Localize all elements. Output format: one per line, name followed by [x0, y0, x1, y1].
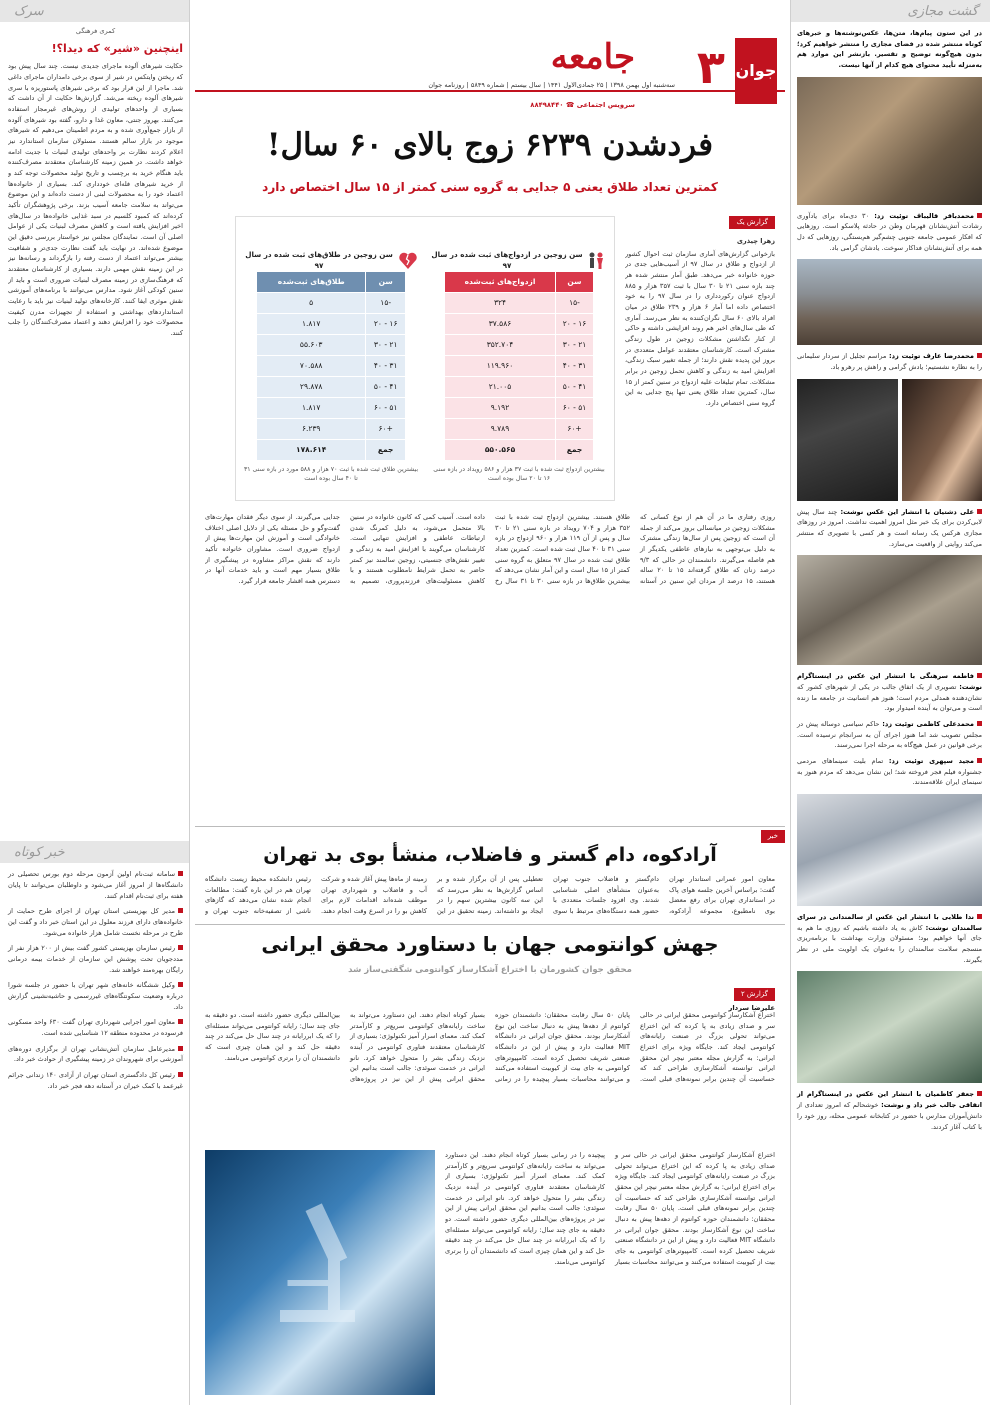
main-column	[195, 0, 785, 1405]
page-number: ۳	[696, 40, 725, 94]
list-item: محمدعلی کاظمی توئیت زد: حاکم سیاسی دوساله پیش در مجلس تصویب شد اما هنوز اجرای آن به سرانجام نرسیده است. برخی قوانین در عمل هیچ‌گاه به مرحله اجرا نمی‌رسند.	[797, 720, 982, 750]
brief-item: مدیرعامل سازمان آتش‌نشانی تهران از برگزاری دوره‌های آموزشی برای شهروندان در زمینه پیشگیری از حوادث خبر داد.	[8, 1044, 183, 1064]
table-cell-age: ۵۱ - ۶۰	[366, 398, 406, 419]
table-row	[445, 398, 594, 419]
table-cell-age: ۱۶ - ۲۰	[555, 314, 593, 335]
left-column	[0, 0, 190, 1405]
table-cell-value: ۲۹.۸۷۸	[257, 377, 366, 398]
right-column	[790, 0, 990, 1405]
photo-aid-distribution	[797, 555, 982, 665]
divorce-panel	[242, 249, 420, 494]
story2-tag: خبر	[761, 830, 785, 843]
table-row-total	[257, 440, 406, 461]
lead-body-text: بازخوانی گزارش‌های آماری سازمان ثبت احوال کشور از ازدواج و طلاق در سال ۹۷ از آسیب‌هایی جدی در حوزه خانواده خبر می‌دهد. طبق آمار منتشر شده هر چند بازه سنی ۲۱ تا ۳۰ سال با ثبت ۳۵۷ هزار و ۸۸۵ ازدواج عنوان رکوردداری را در سال ۹۷ را به خود اختصاص داده اما آمار ۶ هزار و ۲۳۹ طلاق در میان افراد بالای ۶۰ سال نگران‌کننده به نظر می‌رسد. آماری که طی سال‌های اخیر هم روند افزایشی داشته و حاکی از کنار نگذاشتن مشکلات زوجین در طول زندگی مشترک است. کارشناسان معتقدند عوامل متعددی در بروز این پدیده نقش دارند؛ از جمله تغییر سبک زندگی، افزایش امید به زندگی و کاهش تحمل زوجین در برابر مشکلات. تمام تبلیغات علیه ازدواج در سنین کمتر از ۱۵ سال، کمترین تعداد طلاق یعنی تنها پنج جدایی به این گروه سنی اختصاص دارد.	[625, 249, 775, 408]
story3-body-text: اختراع آشکارساز کوانتومی محقق ایرانی در حالی سر و صدای زیادی به پا کرده که این اختراع می‌تواند تحولی بزرگ در صنعت رایانه‌های کوانتومی ایجاد کند. جایگاه ویژه برای اختراع ایرانی: به گزارش مجله معتبر نیچر این محقق ایرانی توانسته آشکارسازی طراحی کند که حساسیت آن چندین برابر نمونه‌های قبلی است. پایان ۵۰ سال رقابت محققان: دانشمندان حوزه کوانتوم از دهه‌ها پیش به دنبال ساخت این نوع آشکارساز بودند. محقق جوان ایرانی در دانشگاه MIT فعالیت دارد و پیش از این در دانشگاه صنعتی شریف تحصیل کرده است. کامپیوترهای کوانتومی به جای بیت از کیوبیت استفاده می‌کنند و می‌توانند محاسبات بسیار پیچیده را در زمانی بسیار کوتاه انجام دهند. این دستاورد می‌تواند به ساخت رایانه‌های کوانتومی سریع‌تر و کارآمدتر کمک کند. معمای اسرار آمیز تکنولوژی: بسیاری از کارشناسان معتقدند فناوری کوانتومی در آینده نزدیک زندگی بشر را متحول خواهد کرد. نانو ایرانی در خدمت سوئدی: جالب است بدانیم این محقق ایرانی پیش از این نیز در پروژه‌های بین‌المللی دیگری حضور داشته است. دو دقیقه به جای چند سال: رایانه کوانتومی می‌تواند مسئله‌ای را که یک ابررایانه در چند سال حل می‌کند در چند دقیقه حل کند و این همان چیزی است که دانشمندان آن را برتری کوانتومی می‌نامند.	[445, 1151, 775, 1266]
story3-body-text: اختراع آشکارساز کوانتومی محقق ایرانی در حالی سر و صدای زیادی به پا کرده که این اختراع می‌تواند تحولی بزرگ در صنعت رایانه‌های کوانتومی ایجاد کند. جایگاه ویژه برای اختراع ایرانی: به گزارش مجله معتبر نیچر این محقق ایرانی توانسته آشکارسازی طراحی کند که حساسیت آن چندین برابر نمونه‌های قبلی است. پایان ۵۰ سال رقابت محققان: دانشمندان حوزه کوانتوم از دهه‌ها پیش به دنبال ساخت این نوع آشکارساز بودند. محقق جوان ایرانی در دانشگاه MIT فعالیت دارد و پیش از این در دانشگاه صنعتی شریف تحصیل کرده است. کامپیوترهای کوانتومی به جای بیت از کیوبیت استفاده می‌کنند و می‌توانند محاسبات بسیار پیچیده را در زمانی بسیار کوتاه انجام دهند. این دستاورد می‌تواند به ساخت رایانه‌های کوانتومی سریع‌تر و کارآمدتر کمک کند. معمای اسرار آمیز تکنولوژی: بسیاری از کارشناسان معتقدند فناوری کوانتومی در آینده نزدیک زندگی بشر را متحول خواهد کرد. نانو ایرانی در خدمت سوئدی: جالب است بدانیم این محقق ایرانی پیش از این نیز در پروژه‌های بین‌المللی دیگری حضور داشته است. دو دقیقه به جای چند سال: رایانه کوانتومی می‌تواند مسئله‌ای را که یک ابررایانه در چند سال حل می‌کند در چند دقیقه حل کند و این همان چیزی است که دانشمندان آن را برتری کوانتومی می‌نامند.	[205, 1011, 775, 1084]
table-row	[445, 377, 594, 398]
list-item: مجید سپهری توئیت زد: تمام بلیت سینماهای مردمی جشنواره فیلم فجر فروخته شد؛ این نشان می‌دهد که مردم هنوز به سینمای ایران علاقه‌مندند.	[797, 757, 982, 787]
brief-list	[8, 869, 183, 1091]
couple-icon	[586, 251, 606, 271]
broken-heart-icon	[398, 251, 418, 271]
photo-portrait	[902, 379, 982, 501]
divider	[195, 924, 785, 925]
photo-elderly-home	[797, 794, 982, 906]
marriage-panel-title: سن زوجین در ازدواج‌های ثبت شده در سال ۹۷	[431, 250, 583, 270]
lead-body-col1	[625, 216, 775, 506]
intro-text: در این ستون پیام‌ها، متن‌ها، عکس‌نوشته‌ها و خبرهای کوتاه منتشر شده در فضای مجازی را منتشر خواهیم کرد؛ بدون هیچ‌گونه توضیح و تفسیر. بازنشر این موارد هم به‌منزله تأیید محتوای هیچ کدام از آنها نیست.	[797, 29, 982, 70]
story3-body	[205, 1010, 775, 1140]
service-line: سرویس اجتماعی ☎ ۸۸۴۹۸۴۴۰	[530, 101, 635, 109]
list-item: جعفر کاظمیان با انتشار این عکس در اینستاگرام از اتفاقی جالب خبر داد و نوشت: خوشحالم که امروز تعدادی از دانش‌آموزان مدارس با حضور در کتابخانه عمومی محله، روز خود را با کتاب آغاز کردند.	[797, 1090, 982, 1131]
brief-item: معاون امور اجرایی شهرداری تهران گفت ۶۳۰ واحد مسکونی فرسوده در محدوده منطقه ۱۲ شناسایی شده است.	[8, 1018, 183, 1037]
table-cell-age: ۴۱ - ۵۰	[555, 377, 593, 398]
table-cell-value: ۵۵.۶۰۳	[257, 335, 366, 356]
report-tag-row	[625, 216, 775, 236]
table-cell-age: ۴۱ - ۵۰	[366, 377, 406, 398]
column-title: اینچنین «شیر» که دیدا؟!	[51, 42, 183, 56]
table-row	[257, 419, 406, 440]
table-cell-value: ۳۷.۵۸۶	[445, 314, 556, 335]
masthead	[195, 0, 785, 92]
table-row	[257, 398, 406, 419]
photo-memorial-banner	[797, 259, 982, 345]
infographic	[235, 216, 615, 501]
lead-headline: فردشدن ۶۲۳۹ زوج بالای ۶۰ سال!	[266, 127, 714, 163]
lead-body-rest	[205, 512, 775, 817]
brief-item: سامانه ثبت‌نام اولین آزمون مرحله دوم بورس تحصیلی در دانشگاه‌ها از امروز آغاز می‌شود و داوطلبان می‌توانند تا پایان هفته برای ثبت‌نام اقدام کنند.	[8, 870, 183, 900]
table-cell-age: -۱۵	[366, 293, 406, 314]
section-header-peek	[0, 0, 189, 22]
photo-news-collage	[797, 379, 898, 501]
table-row	[445, 314, 594, 335]
table-cell-age: ۱۶ - ۲۰	[366, 314, 406, 335]
brief-item: وکیل ششگانه خانه‌های شهر تهران با حضور در جلسه شورا درباره وضعیت سکونتگاه‌های غیررسمی و حاشیه‌نشینی گزارش داد.	[8, 981, 183, 1011]
table-row	[257, 314, 406, 335]
table-cell-age: ۳۱ - ۴۰	[366, 356, 406, 377]
column-body: حکایت شیرهای آلوده ماجرای جدیدی نیست. چند سال پیش بود که ریختن وایتکس در شیر از سوی برخی دامداران ماجرای داغی شد. ماجرا از این قرار بود که برخی شیرهای پاستوریزه با سری شیرهای آلوده ریخته می‌شد. گزارش‌ها حکایت از آن داشت که بسیاری از واحدهای تولیدی از روش‌های غیرمجاز استفاده می‌کنند. بهروز جنتی، معاون غذا و دارو، گفته بود شیرهای آلوده از بازار جمع‌آوری شده و به مردم اطمینان می‌دهیم که شیرهای موجود در بازار سالم هستند. مسئولان سازمان استاندارد نیز اعلام کردند نظارت بر واحدهای تولیدی لبنیات با جدیت ادامه خواهد داشت. در همین زمینه کارشناسان معتقدند مصرف‌کننده باید هنگام خرید به برچسب و تاریخ تولید محصولات توجه کند و از خرید شیرهای فله‌ای خودداری کند. بسیاری از خانواده‌ها اعتماد خود را به محصولات لبنی از دست داده‌اند و این موضوع می‌تواند به سلامت جامعه آسیب بزند. برخی پژوهشگران تأکید کرده‌اند که کمبود کلسیم در سبد غذایی خانواده‌ها در سال‌های اخیر افزایش یافته است و کاهش مصرف لبنیات یکی از عوامل اصلی آن است. نمایندگان مجلس نیز خواستار بررسی دقیق این موضوع شده‌اند. در نهایت باید گفت نظارت جدی‌تر و شفافیت بیشتر می‌تواند اعتماد از دست رفته را بازگرداند و رسانه‌ها نیز در این زمینه نقش مهمی دارند. بسیاری از کارشناسان معتقدند که فرهنگ‌سازی در زمینه مصرف لبنیات ضروری است و باید از سنین کودکی آغاز شود. مدارس می‌توانند با برنامه‌های آموزشی نقش موثری ایفا کنند. کارخانه‌های تولید لبنیات نیز باید با رعایت استانداردهای بهداشتی و استفاده از تجهیزات مدرن کیفیت محصولات خود را افزایش دهند و اعتماد مصرف‌کنندگان را جلب کنند.	[8, 62, 183, 338]
divorce-table	[256, 271, 406, 461]
table-cell-value: ۳۵۲.۷۰۴	[445, 335, 556, 356]
marriage-panel	[430, 249, 608, 494]
col-age-header: سن	[555, 272, 593, 293]
lead-body-rest-text: روزی رفتاری ما در آن هم از نوع کسانی که مشکلات زوجین در میانسالی بروز می‌کند از جمله آن است که زوجین پس از سال‌ها زندگی مشترک به دلیل بی‌توجهی به نیازهای عاطفی یکدیگر از هم فاصله می‌گیرند. دانشمندان در حالی که ۹/۳ درصد زنان که طلاق گرفته‌اند ۱۵ تا ۲۰ ساله هستند، ۱۵ درصد از مردان این سنین در آستانه طلاق هستند. بیشترین ازدواج ثبت شده با ثبت ۳۵۲ هزار و ۷۰۴ رویداد در بازه سنی ۲۱ تا ۳۰ سال و پس از آن ۱۱۹ هزار و ۹۶۰ ازدواج در بازه سنی ۳۱ تا ۴۰ سال ثبت شده است. کمترین تعداد طلاق ثبت شده در سال ۹۷ متعلق به گروه سنی کمتر از ۱۵ سال است و این آمار نشان می‌دهد که بیشترین طلاق‌ها در بازه سنی ۳۰ تا ۳۱ سال رخ داده است. آسیب کمی که کانون خانواده در سنین بالا متحمل می‌شود، به دلیل کمرنگ شدن ارتباطات عاطفی و افزایش تنهایی است. کارشناسان می‌گویند با افزایش امید به زندگی و تغییر نقش‌های جنسیتی، زوجین سالمند نیز کمتر حاضر به تحمل شرایط نامطلوب هستند و با کاهش مسئولیت‌های فرزندپروری، تصمیم به جدایی می‌گیرند. از سوی دیگر فقدان مهارت‌های گفت‌وگو و حل مسئله یکی از دلایل اصلی اختلاف خانوادگی است و آموزش این مهارت‌ها پیش از ازدواج ضروری است. مشاوران خانواده تأکید دارند که نقش مراکز مشاوره در پیشگیری از طلاق بسیار مهم است و باید خدمات آنها در دسترس همه اقشار جامعه قرار گیرد.	[205, 513, 775, 586]
table-cell-value: ۱.۸۱۷	[257, 314, 366, 335]
story2-body	[205, 874, 775, 918]
table-row	[257, 377, 406, 398]
lead-subheadline: کمترین تعداد طلاق یعنی ۵ جدایی به گروه سنی کمتر از ۱۵ سال اختصاص دارد	[262, 180, 718, 194]
table-row	[445, 419, 594, 440]
story3-body-tail	[445, 1150, 775, 1395]
divorce-footnote: بیشترین طلاق ثبت شده با ثبت ۷۰ هزار و ۵۸۸ مورد در بازه سنی ۳۱ تا ۴۰ سال بوده است	[243, 466, 419, 482]
list-item: ندا طلایی با انتشار این عکس از سالمندانی در سرای سالمندان نوشت: کاش به یاد داشته باشیم که روزی ما هم به جای آنها خواهیم بود؛ مسئولان وزارت بهداشت با برنامه‌ریزی منسجم سلامت سالمندان را به‌عنوان یک اولویت ملی در نظر بگیرند.	[797, 913, 982, 964]
table-cell-value: ۹.۱۹۲	[445, 398, 556, 419]
story3-author: علیرضا سردار	[728, 1003, 775, 1012]
story3-subheadline: محقق جوان کشورمان با اختراع آشکارساز کوانتومی شگفتی‌ساز شد	[348, 965, 632, 975]
brief-item: رئیس کل دادگستری استان تهران از آزادی ۱۴۰ زندانی جرائم غیرعمد با کمک خیران در آستانه دهه فجر خبر داد.	[8, 1071, 183, 1090]
divider	[195, 826, 785, 827]
table-cell-value: ۵	[257, 293, 366, 314]
marriage-table	[444, 271, 594, 461]
marriage-footnote: بیشترین ازدواج ثبت شده با ثبت ۳۷ هزار و ۵۸۶ رویداد در بازه سنی ۱۶ تا ۲۰ سال بوده است	[433, 466, 605, 482]
section-label: گشت مجازی	[907, 4, 978, 19]
date-line: سه‌شنبه اول بهمن ۱۳۹۸ | ۲۵ جمادی‌الاول ۱۴۴۱ | سال بیستم | شماره ۵۸۴۹ | روزنامه جوان	[428, 81, 675, 89]
story3-headline: جهش کوانتومی جهان با دستاورد محقق ایرانی	[261, 932, 719, 956]
table-cell-value: ۷۰.۵۸۸	[257, 356, 366, 377]
section-header-virtual	[791, 0, 990, 22]
table-cell-age: +۶۰	[555, 419, 593, 440]
table-row	[257, 293, 406, 314]
photo-pair	[797, 379, 982, 501]
table-cell-value: ۹.۷۸۹	[445, 419, 556, 440]
section-label: سرک	[14, 4, 44, 19]
table-row	[445, 335, 594, 356]
story2-body-text: معاون امور عمرانی استاندار تهران گفت: براساس آخرین جلسه هوای پاک در استانداری تهران برای رفع معضل بوی نامطبوع، مجموعه آرادکوه، دام‌گستر و فاضلاب جنوب تهران به‌عنوان منشأهای اصلی شناسایی شدند. وی افزود جلسات متعددی با حضور همه دستگاه‌های مرتبط با سوی تعطیلی پس از آن برگزار شده و بر اساس گزارش‌ها به نظر می‌رسد که این سه کانون بیشترین سهم را در ایجاد بو داشته‌اند. زمینه تحقیق در این زمینه از ماه‌ها پیش آغاز شده و شرکت آب و فاضلاب و شهرداری تهران موظف شده‌اند اقدامات لازم برای کاهش بو را در اسرع وقت انجام دهند. رئیس دانشکده محیط زیست دانشگاه تهران هم در این باره گفت: مطالعات انجام شده نشان می‌دهد که گازهای ناشی از تصفیه‌خانه جنوب تهران و	[205, 875, 775, 916]
table-row-total	[445, 440, 594, 461]
column-subtitle: کمری فرهنگی	[75, 27, 116, 35]
col-count-header: طلاق‌های ثبت‌شده	[257, 272, 366, 293]
table-cell-value: ۲۱.۰۰۵	[445, 377, 556, 398]
section-title: جامعه	[550, 37, 635, 77]
table-cell-age: +۶۰	[366, 419, 406, 440]
table-cell-age: ۲۱ - ۳۰	[366, 335, 406, 356]
table-row	[257, 335, 406, 356]
report-tag: گزارش یک	[729, 216, 775, 229]
list-item: محمدباقر قالیباف توئیت زد: ۳۰ دی‌ماه برای یادآوری رشادت آتش‌نشانان قهرمان وطن در حادثه پلاسکو است. روزهایی که افکار عمومی جامعه جنوبی چشم‌گیر هم‌بستگی، روزهایی که دل همه برای آتش‌نشانان فداکار سوخت. یادشان گرامی باد.	[797, 211, 982, 252]
table-cell-value: ۱۱۹.۹۶۰	[445, 356, 556, 377]
col-age-header: سن	[366, 272, 406, 293]
brief-item: مدیر کل بهزیستی استان تهران از اجرای طرح حمایت از خانواده‌های دارای فرزند معلول در این استان خبر داد و گفت این طرح در مرحله نخست شامل هزار خانواده می‌شود.	[8, 907, 183, 937]
author: زهرا چیذری	[736, 237, 775, 245]
photo-lab-microscope	[205, 1150, 435, 1395]
table-cell-value: ۵۵۰.۵۶۵	[445, 440, 556, 461]
list-item: فاطمه سرهنگی با انتشار این عکس در اینستاگرام نوشت: تصویری از یک اتفاق جالب در یکی از شهرهای کشور که نشان‌دهنده همدلی مردم است؛ هنوز هم انسانیت در جامعه ما زنده است و می‌توان به آینده امیدوار بود.	[797, 672, 982, 713]
story3-tag: گزارش ۲	[734, 988, 775, 1001]
table-cell-age: جمع	[555, 440, 593, 461]
list-item: محمدرضا عارف توئیت زد: مراسم تجلیل از سردار سلیمانی را به نظاره نشستیم؛ یادش گرامی و راهش پر رهرو باد.	[797, 352, 982, 372]
table-cell-value: ۳۲۴	[445, 293, 556, 314]
table-cell-age: جمع	[366, 440, 406, 461]
table-row	[445, 293, 594, 314]
photo-funeral	[797, 77, 982, 205]
section-label: خبر کوتاه	[14, 845, 65, 861]
microscope-icon	[235, 1190, 385, 1340]
section-header-brief	[0, 841, 189, 863]
table-cell-value: ۱.۸۱۷	[257, 398, 366, 419]
table-cell-age: ۳۱ - ۴۰	[555, 356, 593, 377]
col-count-header: ازدواج‌های ثبت‌شده	[445, 272, 556, 293]
table-row	[257, 356, 406, 377]
divorce-panel-title: سن زوجین در طلاق‌های ثبت شده در سال ۹۷	[245, 250, 393, 270]
table-cell-age: ۵۱ - ۶۰	[555, 398, 593, 419]
brief-item: رئیس سازمان بهزیستی کشور گفت بیش از ۲۰۰ هزار نفر از مددجویان تحت پوشش این سازمان از خدمات بیمه درمانی رایگان بهره‌مند خواهند شد.	[8, 944, 183, 974]
list-item: علی دشتیان با انتشار این عکس نوشت: چند سال پیش لابی‌کردن برای یک خبر مثل امروز اهمیت نداشت. امروز در روزهای مجازی هرکس یک رسانه است و هر کسی با تصویری که منتشر می‌کند روایتی از واقعیت می‌سازد.	[797, 507, 982, 548]
photo-library	[797, 971, 982, 1083]
table-row	[445, 356, 594, 377]
table-cell-age: -۱۵	[555, 293, 593, 314]
newspaper-logo: جوان	[735, 38, 777, 104]
table-cell-value: ۶.۲۳۹	[257, 419, 366, 440]
table-cell-value: ۱۷۸.۶۱۴	[257, 440, 366, 461]
table-cell-age: ۲۱ - ۳۰	[555, 335, 593, 356]
story2-headline: آرادکوه، دام گستر و فاضلاب، منشأ بوی بد تهران	[263, 844, 717, 866]
